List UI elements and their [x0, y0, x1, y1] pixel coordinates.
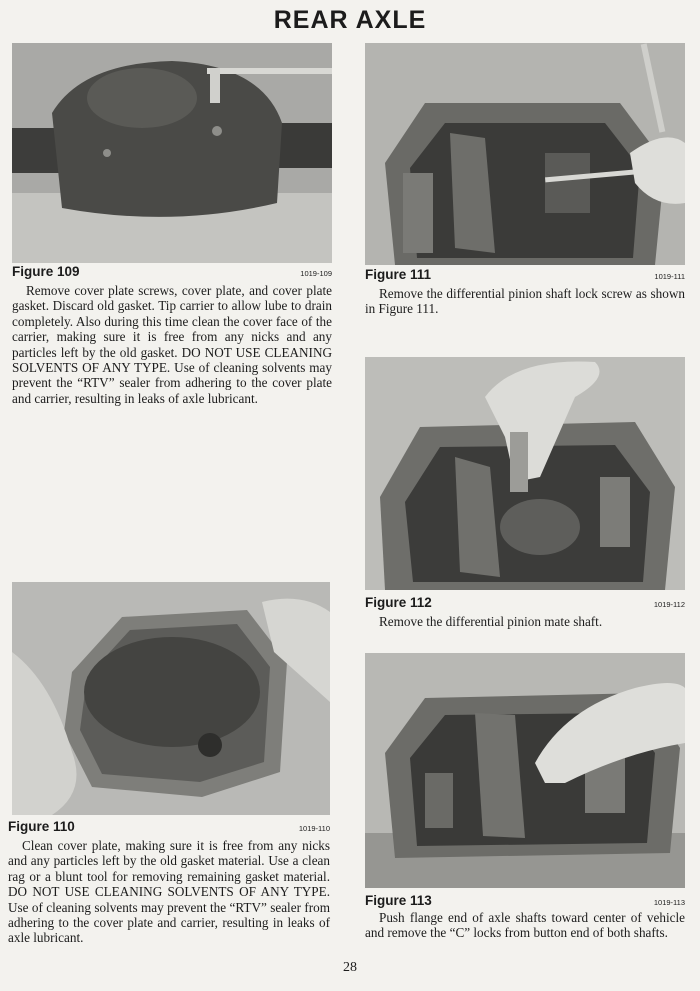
figure-113-label: Figure 113: [365, 893, 432, 908]
figure-110-header: [8, 819, 330, 834]
figure-110-code: 1019-110: [298, 824, 330, 833]
figure-111-caption: Remove the differential pinion shaft lock screw as shown in Figure 111.: [365, 286, 685, 317]
figure-113-caption: Push flange end of axle shafts toward center of vehicle and remove the “C” locks from button end of both shafts.: [365, 910, 685, 941]
figure-111-label: Figure 111: [365, 267, 432, 282]
figure-112-code: 1019-112: [653, 600, 685, 609]
figure-111-header: [365, 267, 685, 282]
figure-109-label: Figure 109: [12, 264, 80, 279]
figure-112-caption: Remove the differential pinion mate shaft.: [379, 614, 603, 629]
figure-113-code: 1019-113: [653, 898, 685, 907]
page-number: 28: [343, 960, 357, 975]
figure-110-caption: Clean cover plate, making sure it is free from any nicks and any particles left by the old gasket material. Use a clean rag or a blunt tool for removing remaining gasket material. DO NOT USE CLEANING SOLVENTS OF ANY TYPE. Use of cleaning solvents may prevent the “RTV” sealer from adhering to the cover plate and carrier, resulting in leaks of axle lubricant.: [8, 838, 330, 946]
figure-109-code: 1019-109: [300, 269, 332, 278]
figure-109-caption: Remove cover plate screws, cover plate, and cover plate gasket. Discard old gasket. Tip carrier to allow lube to drain completely. Also during this time clean the cover face of the carrier, making sure it is free from any nicks and any particles left by the old gasket. DO NOT USE CLEANING SOLVENTS OF ANY TYPE. Use of cleaning solvents may prevent the “RTV” sealer from adhering to the cover plate and carrier, resulting in leaks of axle lubricant.: [12, 283, 332, 406]
figure-110-label: Figure 110: [8, 819, 75, 834]
figure-109-header: [12, 264, 332, 279]
figure-113-photo: [365, 653, 685, 888]
figure-111-photo: [365, 43, 685, 265]
figure-112-label: Figure 112: [365, 595, 432, 610]
figure-109-photo: [12, 43, 332, 263]
figure-110-photo: [12, 582, 330, 815]
figure-113-header: [365, 893, 685, 908]
page-title: REAR AXLE: [273, 6, 427, 34]
figure-112-photo: [365, 357, 685, 590]
figure-112-header: [365, 595, 685, 610]
figure-111-code: 1019-111: [654, 272, 685, 281]
